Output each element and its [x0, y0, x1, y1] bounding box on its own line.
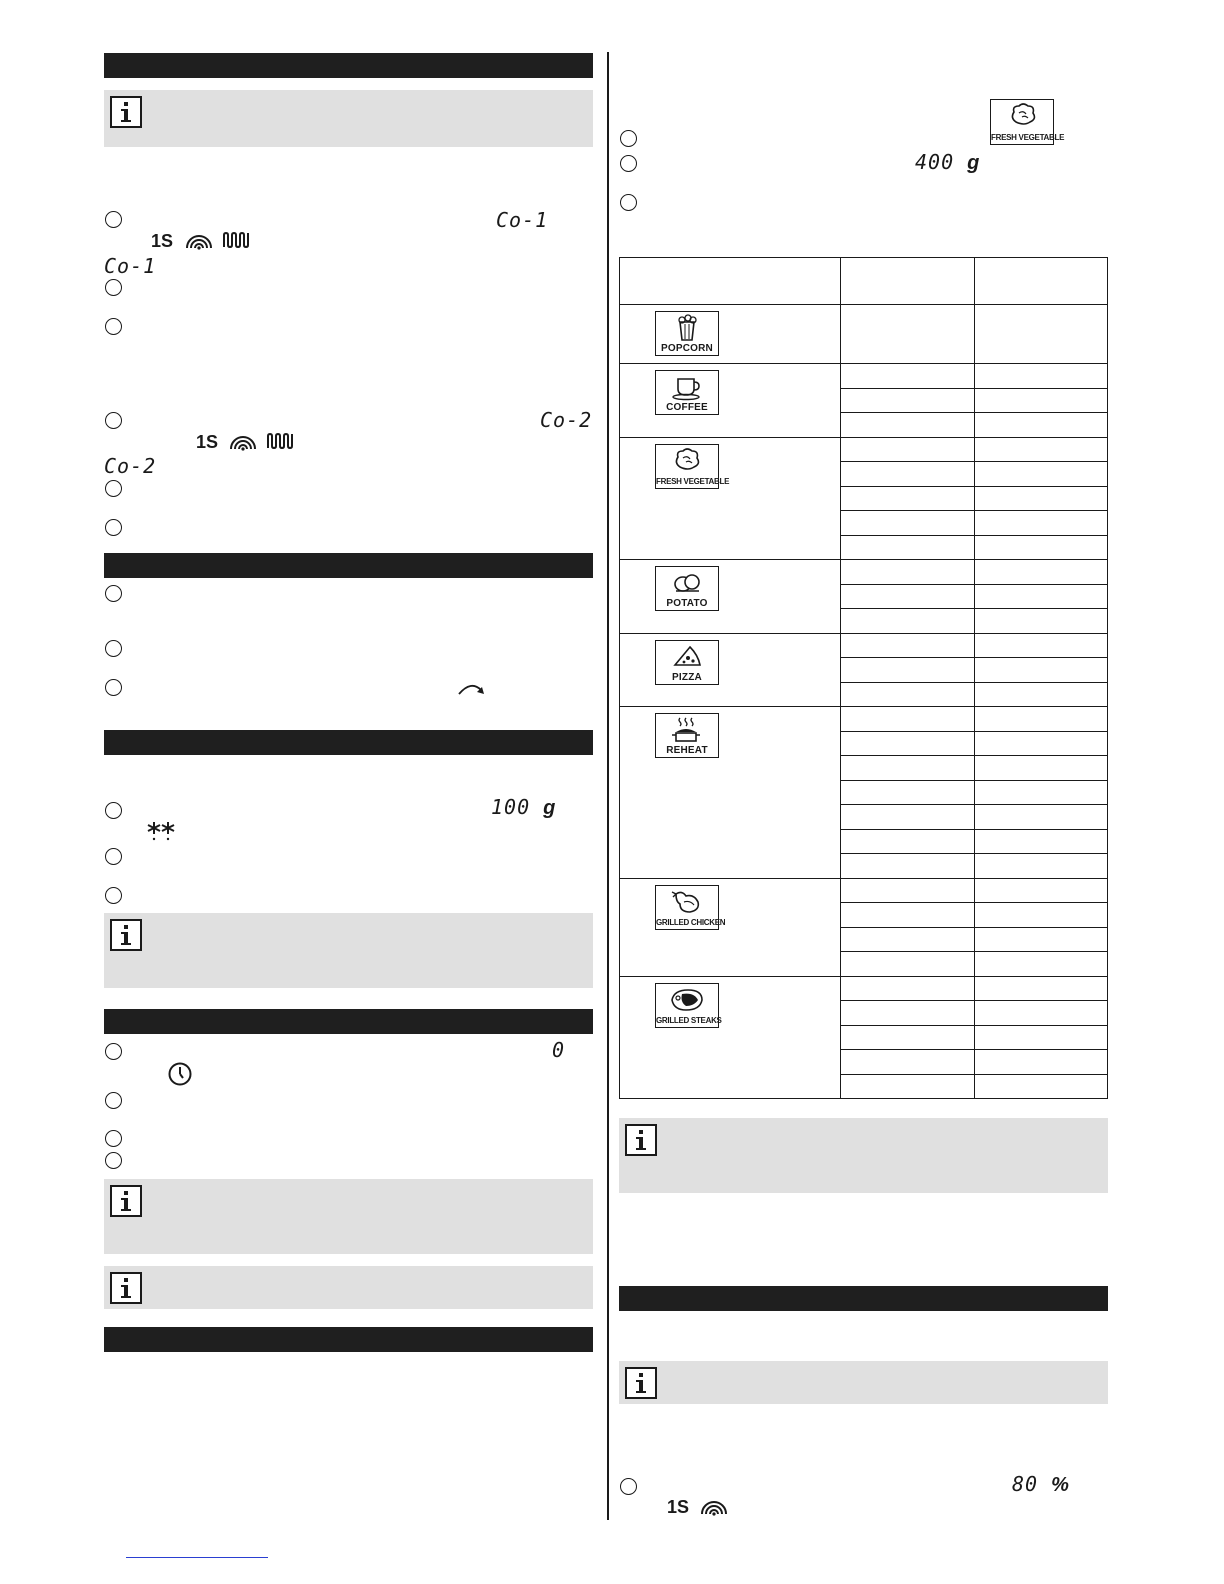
table-cell — [841, 486, 975, 511]
table-cell — [975, 437, 1108, 462]
table-cell — [975, 560, 1108, 585]
popcorn-icon — [668, 314, 706, 342]
table-cell — [841, 413, 975, 438]
defrost-icon — [146, 820, 176, 842]
table-header-cell — [975, 258, 1108, 305]
table-row — [620, 364, 1108, 389]
arrow-icon — [457, 680, 487, 696]
table-cell — [975, 413, 1108, 438]
step-marker — [620, 155, 637, 172]
table-cell — [841, 609, 975, 634]
table-cell — [841, 511, 975, 536]
table-row — [620, 878, 1108, 903]
table-cell — [841, 305, 975, 364]
potato-icon — [668, 569, 706, 597]
step-marker — [105, 1092, 122, 1109]
grill-icon — [222, 231, 250, 249]
info-note — [104, 913, 593, 988]
grilled-steaks-button-icon: GRILLED STEAKS — [655, 983, 719, 1028]
step-marker — [105, 1130, 122, 1147]
coffee-icon — [668, 373, 706, 401]
table-cell — [620, 437, 841, 560]
table-cell — [620, 364, 841, 438]
step-marker — [105, 519, 122, 536]
table-row — [620, 437, 1108, 462]
lcd-co1: Co-1 — [104, 254, 157, 278]
info-icon — [625, 1124, 657, 1156]
section-header-bar — [104, 53, 593, 78]
table-header-cell — [620, 258, 841, 305]
footnote-rule — [126, 1557, 268, 1558]
lcd-weight: 100 g — [491, 795, 557, 819]
table-cell — [841, 364, 975, 389]
step-marker — [105, 585, 122, 602]
info-icon — [110, 1185, 142, 1217]
table-cell — [975, 584, 1108, 609]
table-cell — [841, 1001, 975, 1026]
potato-button-icon: POTATO — [655, 566, 719, 611]
info-note — [619, 1361, 1108, 1404]
table-cell — [841, 805, 975, 830]
table-row — [620, 305, 1108, 364]
lcd-weight: 400 g — [915, 150, 981, 174]
info-icon — [110, 96, 142, 128]
table-cell — [975, 927, 1108, 952]
reheat-icon — [668, 716, 706, 744]
table-cell — [975, 903, 1108, 928]
table-cell — [841, 829, 975, 854]
table-row — [620, 976, 1108, 1001]
table-cell — [620, 878, 841, 976]
table-cell — [975, 388, 1108, 413]
table-cell — [975, 364, 1108, 389]
table-cell — [620, 305, 841, 364]
lcd-power: 80 % — [1012, 1472, 1070, 1496]
table-cell — [841, 854, 975, 879]
step-marker — [105, 480, 122, 497]
table-cell — [841, 780, 975, 805]
table-row — [620, 560, 1108, 585]
microwave-icon — [228, 431, 258, 451]
table-cell — [841, 731, 975, 756]
grill-icon — [266, 432, 294, 450]
table-cell — [975, 976, 1108, 1001]
table-cell — [975, 305, 1108, 364]
table-cell — [620, 707, 841, 879]
pizza-icon — [668, 643, 706, 671]
table-cell — [841, 927, 975, 952]
table-cell — [841, 756, 975, 781]
step-marker — [620, 194, 637, 211]
one-s-label: 1S — [151, 231, 174, 251]
table-cell — [841, 535, 975, 560]
pizza-button-icon: PIZZA — [655, 640, 719, 685]
table-header-cell — [841, 258, 975, 305]
table-cell — [975, 511, 1108, 536]
table-cell — [841, 1074, 975, 1099]
clock-icon — [167, 1061, 193, 1087]
popcorn-button-icon: POPCORN — [655, 311, 719, 356]
fresh-vegetable-button-icon: FRESH VEGETABLE — [655, 444, 719, 489]
table-cell — [975, 707, 1108, 732]
table-cell — [841, 952, 975, 977]
table-cell — [975, 609, 1108, 634]
step-marker — [105, 1152, 122, 1169]
table-cell — [975, 535, 1108, 560]
table-cell — [975, 1074, 1108, 1099]
step-marker — [105, 887, 122, 904]
table-cell — [620, 633, 841, 707]
table-cell — [975, 805, 1108, 830]
section-header-bar — [619, 1286, 1108, 1311]
table-cell — [975, 1025, 1108, 1050]
table-cell — [975, 486, 1108, 511]
table-cell — [841, 878, 975, 903]
steak-icon — [668, 986, 706, 1014]
table-cell — [975, 682, 1108, 707]
info-note — [104, 90, 593, 147]
table-cell — [975, 952, 1108, 977]
coffee-button-icon: COFFEE — [655, 370, 719, 415]
info-icon — [110, 1272, 142, 1304]
lcd-co2: Co-2 — [540, 408, 593, 432]
table-cell — [841, 388, 975, 413]
info-note — [104, 1266, 593, 1309]
table-cell — [841, 1050, 975, 1075]
table-cell — [975, 878, 1108, 903]
step-marker — [105, 1043, 122, 1060]
table-cell — [975, 658, 1108, 683]
column-divider — [607, 52, 609, 1520]
table-cell — [975, 756, 1108, 781]
section-header-bar — [104, 730, 593, 755]
table-row — [620, 633, 1108, 658]
table-header-row — [620, 258, 1108, 305]
step-marker — [105, 318, 122, 335]
fresh-vegetable-button-icon — [990, 99, 1065, 145]
table-cell — [975, 854, 1108, 879]
table-cell — [841, 1025, 975, 1050]
lcd-zero: 0 — [552, 1038, 566, 1062]
table-cell — [841, 560, 975, 585]
info-note — [619, 1118, 1108, 1193]
table-cell — [841, 462, 975, 487]
step-marker — [620, 130, 637, 147]
section-header-bar — [104, 553, 593, 578]
step-marker — [105, 279, 122, 296]
step-marker — [105, 679, 122, 696]
table-cell — [975, 1001, 1108, 1026]
table-cell — [620, 560, 841, 634]
table-row — [620, 707, 1108, 732]
table-cell — [841, 682, 975, 707]
one-s-label: 1S — [196, 432, 219, 452]
table-cell — [841, 584, 975, 609]
table-cell — [975, 829, 1108, 854]
section-header-bar — [104, 1327, 593, 1352]
vegetable-icon — [1006, 102, 1040, 130]
step-marker — [105, 640, 122, 657]
table-cell — [841, 903, 975, 928]
section-header-bar — [104, 1009, 593, 1034]
table-cell — [975, 1050, 1108, 1075]
table-cell — [841, 707, 975, 732]
lcd-co2: Co-2 — [104, 454, 157, 478]
table-cell — [841, 633, 975, 658]
table-cell — [975, 633, 1108, 658]
table-cell — [975, 462, 1108, 487]
fresh-vegetable-label: FRESH VEGETABLE — [991, 133, 1065, 142]
step-marker — [105, 211, 122, 228]
grilled-chicken-button-icon: GRILLED CHICKEN — [655, 885, 719, 930]
table-cell — [841, 976, 975, 1001]
vegetable-icon — [668, 447, 706, 475]
one-s-label: 1S — [667, 1497, 690, 1517]
table-cell — [841, 658, 975, 683]
microwave-icon — [699, 1496, 729, 1516]
microwave-icon — [184, 230, 214, 250]
step-marker — [620, 1478, 637, 1495]
table-cell — [620, 976, 841, 1099]
info-note — [104, 1179, 593, 1254]
table-cell — [841, 437, 975, 462]
info-icon — [110, 919, 142, 951]
step-marker — [105, 412, 122, 429]
table-cell — [975, 731, 1108, 756]
info-icon — [625, 1367, 657, 1399]
reheat-button-icon: REHEAT — [655, 713, 719, 758]
step-marker — [105, 802, 122, 819]
step-marker — [105, 848, 122, 865]
table-cell — [975, 780, 1108, 805]
chicken-icon — [668, 888, 706, 916]
auto-cook-table — [619, 257, 1108, 1099]
lcd-co1: Co-1 — [496, 208, 549, 232]
